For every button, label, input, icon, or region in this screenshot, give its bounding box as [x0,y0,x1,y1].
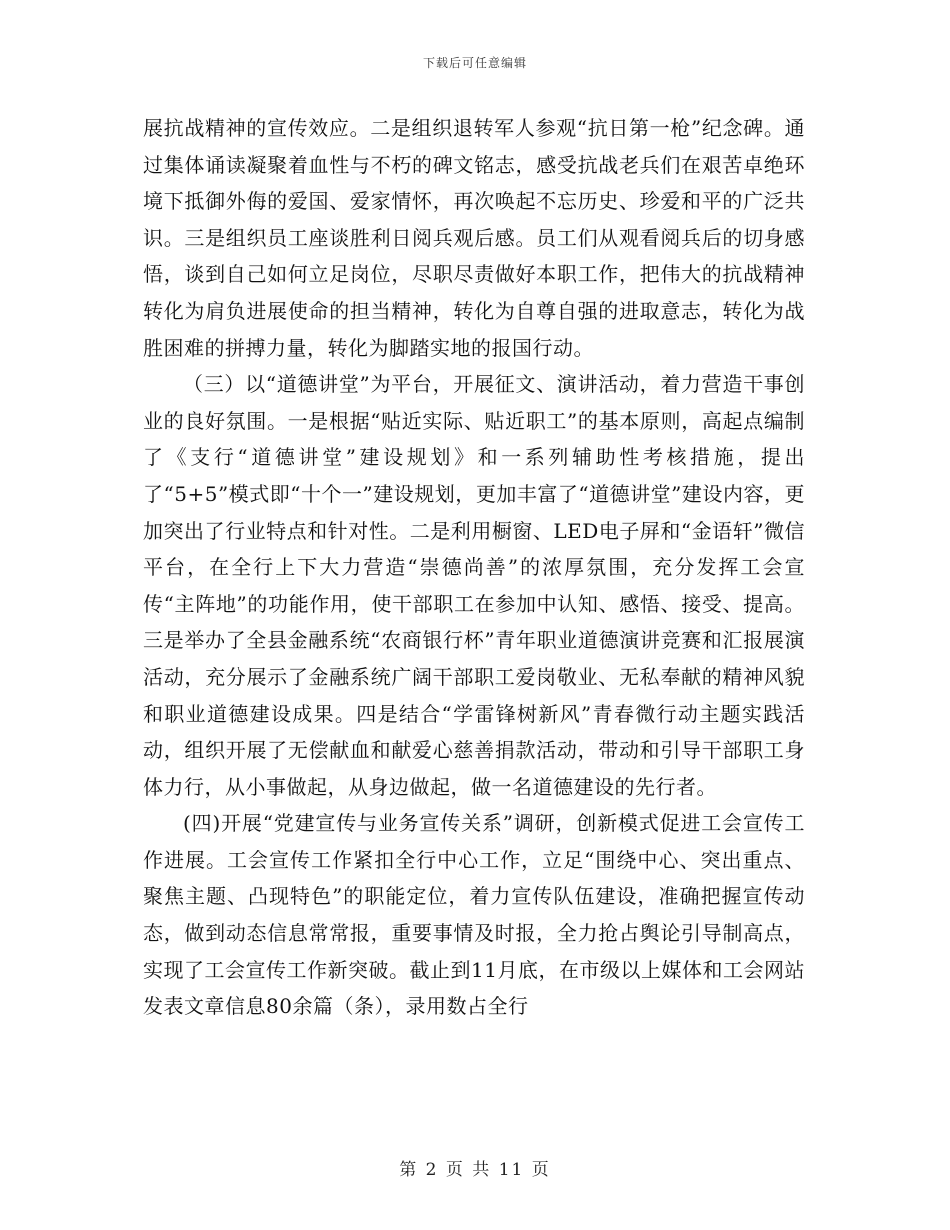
document-body [143,110,805,1025]
paragraph-section-3: （三）以“道德讲堂”为平台，开展征文、演讲活动，着力营造干事创业的良好氛围。一是根据“贴近实际、贴近职工”的基本原则，高起点编制了《支行“道德讲堂”建设规划》和一系列辅助性考核措施，提出了“5+5”模式即“十个一”建设规划，更加丰富了“道德讲堂”建设内容，更加突出了行业特点和针对性。二是利用橱窗、LED电子屏和“金语轩”微信平台，在全行上下大力营造“崇德尚善”的浓厚氛围，充分发挥工会宣传“主阵地”的功能作用，使干部职工在参加中认知、感悟、接受、提高。三是举办了全县金融系统“农商银行杯”青年职业道德演讲竞赛和汇报展演活动，充分展示了金融系统广阔干部职工爱岗敬业、无私奉献的精神风貌和职业道德建设成果。四是结合“学雷锋树新风”青春微行动主题实践活动，组织开展了无偿献血和献爱心慈善捐款活动，带动和引导干部职工身体力行，从小事做起，从身边做起，做一名道德建设的先行者。 [143,372,805,799]
page-header: 下载后可任意编辑 [422,56,527,70]
paragraph-continuation: 展抗战精神的宣传效应。二是组织退转军人参观“抗日第一枪”纪念碑。通过集体诵读凝聚着血性与不朽的碑文铭志，感受抗战老兵们在艰苦卓绝环境下抵御外侮的爱国、爱家情怀，再次唤起不忘历史、珍爱和平的广泛共识。三是组织员工座谈胜利日阅兵观后感。员工们从观看阅兵后的切身感悟，谈到自己如何立足岗位，尽职尽责做好本职工作，把伟大的抗战精神转化为肩负进展使命的担当精神，转化为自尊自强的进取意志，转化为战胜困难的拼搏力量，转化为脚踏实地的报国行动。 [143,116,805,360]
paragraph-section-4: (四)开展“党建宣传与业务宣传关系”调研，创新模式促进工会宣传工作进展。工会宣传工作紧扣全行中心工作，立足“围绕中心、突出重点、聚焦主题、凸现特色”的职能定位，着力宣传队伍建设，准确把握宣传动态，做到动态信息常常报，重要事情及时报，全力抢占舆论引导制高点，实现了工会宣传工作新突破。截止到11月底，在市级以上媒体和工会网站发表文章信息80余篇（条），录用数占全行 [143,811,805,1019]
page-footer: 第 2 页 共 11 页 [399,1160,551,1180]
